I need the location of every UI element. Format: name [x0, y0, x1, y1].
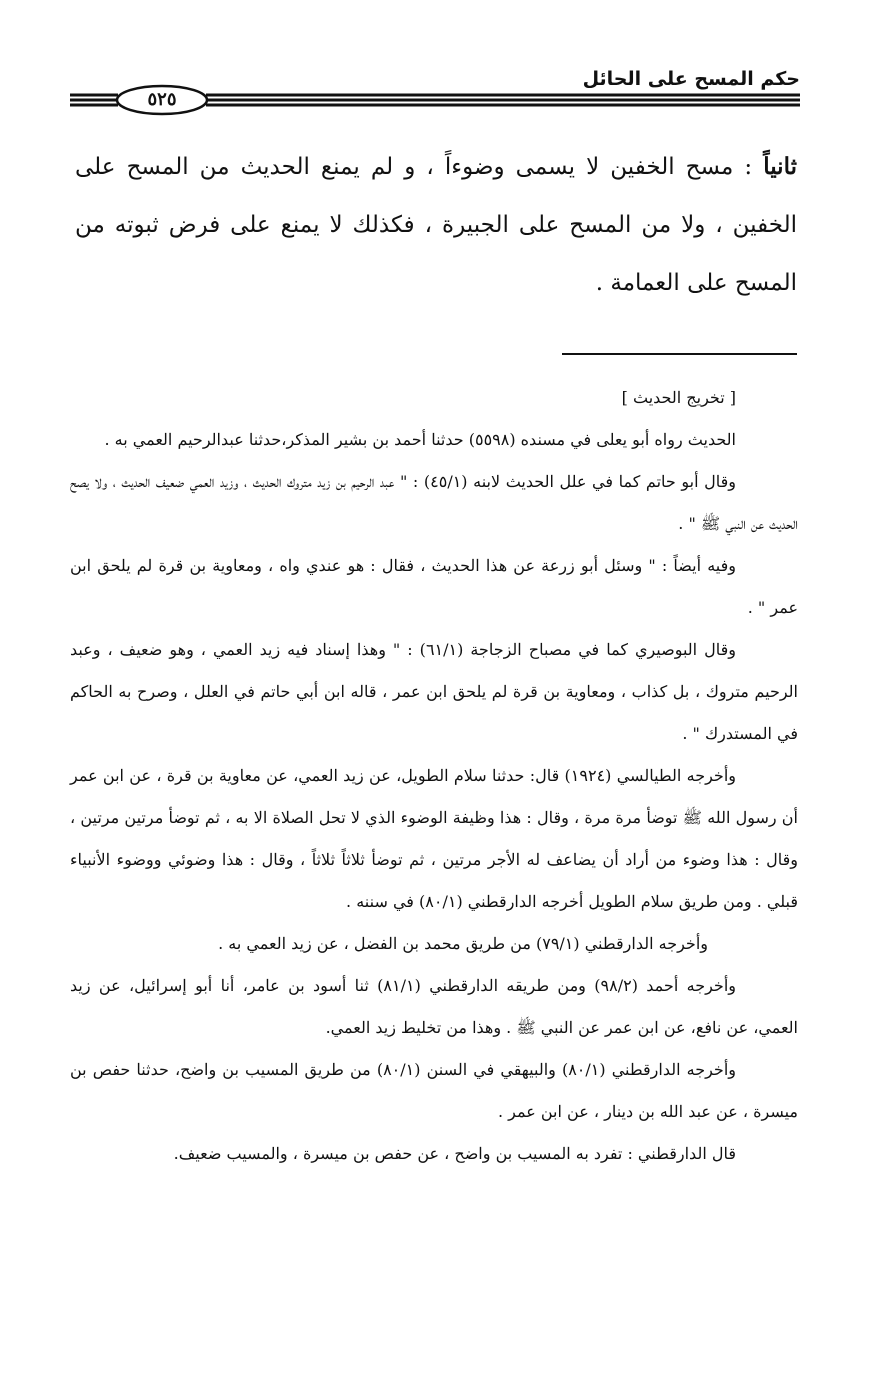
- footnote-paragraph: وفيه أيضاً : " وسئل أبو زرعة عن هذا الحديث ، فقال : هو عندي واه ، ومعاوية بن قرة لم يلحق ابن عمر " .: [70, 556, 798, 617]
- footnote-paragraph: وقال أبو حاتم كما في علل الحديث لابنه (٤٥/١) : " عبد الرحيم بن زيد متروك الحديث ، وزيد العمي ضعيف الحديث ، ولا يصح الحديث عن النبي ﷺ " .: [70, 472, 798, 533]
- main-text: [75, 138, 797, 312]
- running-title: حكم المسح على الحائل: [582, 68, 800, 90]
- footnote-paragraph: الحديث رواه أبو يعلى في مسنده (٥٥٩٨) حدثنا أحمد بن بشير المذكر،حدثنا عبدالرحيم العمي به .: [104, 430, 736, 449]
- main-text-body: : مسح الخفين لا يسمى وضوءاً ، و لم يمنع الحديث من المسح على الخفين ، ولا من المسح على الجبيرة ، فكذلك لا يمنع على فرض ثبوته من المسح على العمامة .: [75, 154, 797, 296]
- footnote-paragraph: وأخرجه أحمد (٩٨/٢) ومن طريقه الدارقطني (٨١/١) ثنا أسود بن عامر، أنا أبو إسرائيل، عن زيد العمي، عن نافع، عن ابن عمر عن النبي ﷺ . وهذا من تخليط زيد العمي.: [70, 976, 798, 1037]
- footnotes: [70, 377, 798, 1175]
- footnote-paragraph: وقال البوصيري كما في مصباح الزجاجة (٦١/١) : " وهذا إسناد فيه زيد العمي ، وهو ضعيف ، وعبد الرحيم متروك ، بل كذاب ، ومعاوية بن قرة لم يلحق ابن عمر ، قاله ابن أبي حاتم في العلل ، وصرح به الحاكم في المستدرك " .: [70, 640, 798, 743]
- footnote-heading: [ تخريج الحديث ]: [621, 388, 736, 407]
- footnote-paragraph: قال الدارقطني : تفرد به المسيب بن واضح ، عن حفص بن ميسرة ، والمسيب ضعيف.: [173, 1144, 736, 1163]
- footnote-paragraph: وأخرجه الدارقطني (٧٩/١) من طريق محمد بن الفضل ، عن زيد العمي به .: [218, 934, 708, 953]
- footnote-paragraph: وأخرجه الدارقطني (٨٠/١) والبيهقي في السنن (٨٠/١) من طريق المسيب بن واضح، حدثنا حفص بن ميسرة ، عن عبد الله بن دينار ، عن ابن عمر .: [70, 1060, 798, 1121]
- footnote-paragraph: وأخرجه الطيالسي (١٩٢٤) قال: حدثنا سلام الطويل، عن زيد العمي، عن معاوية بن قرة ، عن ابن عمر أن رسول الله ﷺ توضأ مرة مرة ، وقال : هذا وظيفة الوضوء الذي لا تحل الصلاة الا به ، ثم توضأ مرتين مرتين ، وقال : هذا وضوء من أراد أن يضاعف له الأجر مرتين ، ثم توضأ ثلاثاً ثلاثاً ، وقال : هذا وضوئي ووضوء الأنبياء قبلي . ومن طريق سلام الطويل أخرجه الدارقطني (٨٠/١) في سننه .: [70, 766, 798, 911]
- page-header: [70, 60, 800, 120]
- footnote-separator: [562, 353, 797, 355]
- main-text-lead: ثانياً: [763, 153, 797, 180]
- page-number: ٥٢٥: [147, 88, 177, 110]
